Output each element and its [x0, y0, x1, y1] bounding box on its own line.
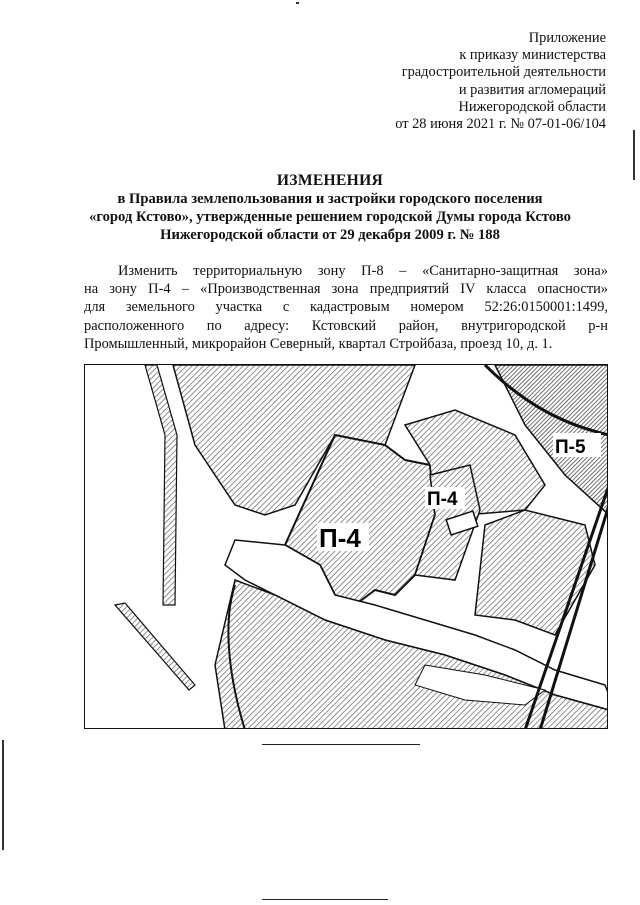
- header-line: градостроительной деятельности: [401, 64, 606, 81]
- title-main: ИЗМЕНЕНИЯ: [276, 172, 384, 189]
- body-line: на зону П-4 – «Производственная зона предприятий IV класса опасности»: [84, 281, 608, 298]
- header-line: и развития агломераций: [458, 81, 606, 98]
- scan-mark-top: [296, 2, 299, 4]
- header-line: Нижегородской области: [458, 98, 606, 115]
- header-line: от 28 июня 2021 г. № 07-01-06/104: [395, 116, 606, 133]
- zone-label-p5: П-5: [555, 437, 586, 458]
- title-line: в Правила землепользования и застройки городского поселения: [117, 191, 543, 207]
- body-line: расположенного по адресу: Кстовский район, внутригородской р-н: [84, 317, 608, 334]
- zoning-map: [84, 364, 608, 729]
- scan-mark-right-edge: [633, 130, 635, 180]
- body-line: для земельного участка с кадастровым номером 52:26:0150001:1499,: [84, 299, 608, 316]
- scan-mark-left-edge: [2, 740, 4, 850]
- body-line: Изменить территориальную зону П-8 – «Санитарно-защитная зона»: [118, 263, 608, 279]
- zone-label-p4-main: П-4: [319, 523, 361, 553]
- body-paragraph: [84, 262, 608, 353]
- title-line: Нижегородской области от 29 декабря 2009 г. № 188: [160, 227, 500, 243]
- header-line: к приказу министерства: [459, 47, 606, 64]
- approval-header: [276, 30, 606, 133]
- footer-rule: [262, 899, 388, 900]
- header-line: Приложение: [528, 30, 606, 46]
- body-line: Промышленный, микрорайон Северный, квартал Стройбаза, проезд 10, д. 1.: [84, 335, 553, 352]
- signature-rule: [262, 744, 420, 745]
- map-strip-left: [145, 365, 177, 605]
- zone-label-p4-small: П-4: [427, 489, 458, 510]
- zoning-map-drawing: [85, 365, 608, 729]
- title-line: «город Кстово», утвержденные решением городской Думы города Кстово: [89, 209, 571, 225]
- map-parcel-right: [475, 510, 595, 635]
- document-title: [60, 172, 600, 244]
- map-strip-left-lower: [115, 603, 195, 690]
